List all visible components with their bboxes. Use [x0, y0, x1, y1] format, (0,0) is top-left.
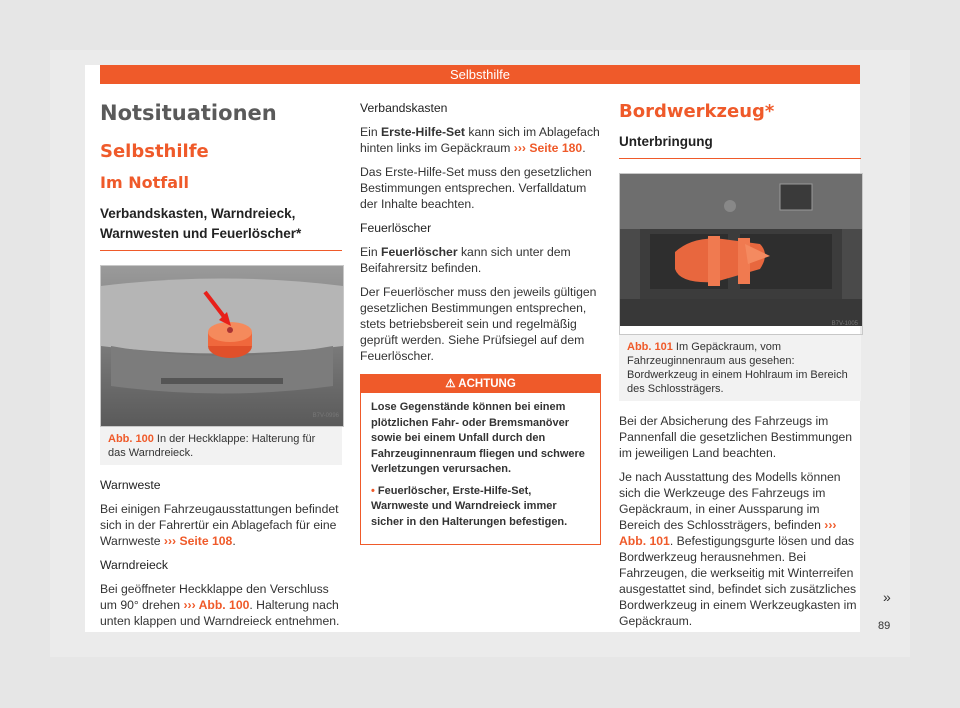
caption-label: Abb. 101	[627, 341, 673, 353]
warndreieck-text-end: . Halterung nach unten klappen und Warndreieck entnehmen.	[100, 598, 340, 628]
figure-trunk-lid	[100, 265, 344, 427]
warning-header	[361, 375, 600, 393]
term-feuerloescher: Feuerlöscher	[381, 245, 458, 259]
warning-bullet-text: Feuerlöscher, Erste-Hilfe-Set, Warnweste und Warndreieck immer sicher in den Halterungen befestigen.	[371, 484, 568, 528]
verband-paragraph-2: Das Erste-Hilfe-Set muss den gesetzlichen Bestimmungen entsprechen. Verfalldatum der Inhalte beachten.	[360, 165, 592, 211]
verband-heading: Verbandskasten	[360, 101, 448, 115]
term-erste-hilfe: Erste-Hilfe-Set	[381, 125, 465, 139]
warning-triangle-icon: ⚠	[445, 378, 456, 390]
feuer-paragraph-1	[360, 244, 601, 276]
topic-title: Verbandskasten, Warndreieck, Warnwesten und Feuerlöscher*	[100, 206, 302, 241]
column-left	[100, 100, 342, 637]
warning-body	[361, 393, 600, 544]
warning-title: ACHTUNG	[458, 378, 516, 390]
warning-text: Lose Gegenstände können bei einem plötzlichen Fahr- oder Bremsmanöver sowie bei einem Unfall durch den Fahrzeuginnenraum fliegen und schwere Verletzungen verursachen.	[371, 401, 585, 475]
figure-caption	[100, 427, 342, 465]
figure-code: B7V-0996	[312, 413, 339, 419]
figure-caption	[619, 335, 861, 401]
feuer-heading: Feuerlöscher	[360, 221, 432, 235]
warnweste-paragraph	[100, 501, 342, 549]
subsection-title: Im Notfall	[100, 173, 189, 192]
text-fragment: . Befestigungsgurte lösen und das Bordwerkzeug herausnehmen. Bei Fahrzeugen, die werkseitig mit Winterreifen ausgestattet sind, befindet sich zusätzliches Bordwerkzeug in einem Werkzeugkasten im Gepäckraum.	[619, 534, 857, 628]
bordwerkzeug-paragraph-1: Bei der Absicherung des Fahrzeugs im Pannenfall die gesetzlichen Bestimmungen im jeweiligen Land beachten.	[619, 414, 853, 460]
section-title: Selbsthilfe	[100, 141, 209, 162]
text-fragment: Ein	[360, 125, 378, 139]
topic-title: Unterbringung	[619, 134, 713, 149]
page-link[interactable]: ››› Seite 180	[513, 141, 583, 155]
text-fragment: kann sich unter dem Beifahrersitz befinden.	[360, 245, 571, 275]
section-title: Bordwerkzeug*	[619, 101, 775, 122]
text-fragment: Ein	[360, 245, 378, 259]
bordwerkzeug-paragraph-2	[619, 469, 861, 629]
caption-label: Abb. 100	[108, 433, 154, 445]
warndreieck-paragraph	[100, 581, 342, 629]
text-fragment: kann sich im Ablagefach hinten links im Gepäckraum	[360, 125, 600, 155]
trunk-lid-illustration	[101, 266, 343, 426]
text-fragment: .	[582, 141, 586, 155]
column-right	[619, 100, 861, 637]
continue-marker: »	[883, 589, 891, 605]
tool-kit-illustration	[620, 174, 862, 326]
feuer-paragraph-2: Der Feuerlöscher muss den jeweils gültigen gesetzlichen Bestimmungen entsprechen, stets betriebsbereit sein und regelmäßig geprüft werden. Siehe Prüfsiegel auf dem Feuerlöscher.	[360, 285, 597, 363]
verband-paragraph-1	[360, 124, 601, 156]
figure-link[interactable]: ››› Abb. 101	[619, 518, 837, 548]
chapter-title: Notsituationen	[100, 101, 277, 125]
warnweste-heading: Warnweste	[100, 478, 161, 492]
divider	[100, 250, 342, 251]
caption-text: In der Heckklappe: Halterung für das Warndreieck.	[108, 433, 316, 459]
page-link[interactable]: ››› Seite 108	[163, 534, 233, 548]
warnweste-text: Bei einigen Fahrzeugausstattungen befindet sich in der Fahrertür ein Ablagefach für eine Warnweste	[100, 502, 339, 548]
column-middle	[360, 100, 601, 545]
figure-tool-kit	[619, 173, 863, 335]
warnweste-end: .	[232, 534, 236, 548]
bullet-icon: •	[371, 484, 375, 497]
warning-box	[360, 374, 601, 545]
text-fragment: Je nach Ausstattung des Modells können sich die Werkzeuge des Fahrzeugs im Gepäckraum, in einer Aussparung im Bereich des Schlossträgers, befinden	[619, 470, 841, 532]
warndreieck-text: Bei geöffneter Heckklappe den Verschluss um 90° drehen	[100, 582, 329, 612]
section-header: Selbsthilfe	[100, 65, 860, 84]
figure-link[interactable]: ››› Abb. 100	[183, 598, 250, 612]
figure-code: B7V-1005	[831, 321, 858, 327]
warndreieck-heading: Warndreieck	[100, 558, 168, 572]
caption-text: Im Gepäckraum, vom Fahrzeuginnenraum aus gesehen: Bordwerkzeug in einem Hohlraum im Bereich des Schlossträgers.	[627, 341, 848, 395]
divider	[619, 158, 861, 159]
warning-bullet	[371, 484, 590, 531]
page-number: 89	[878, 620, 891, 632]
